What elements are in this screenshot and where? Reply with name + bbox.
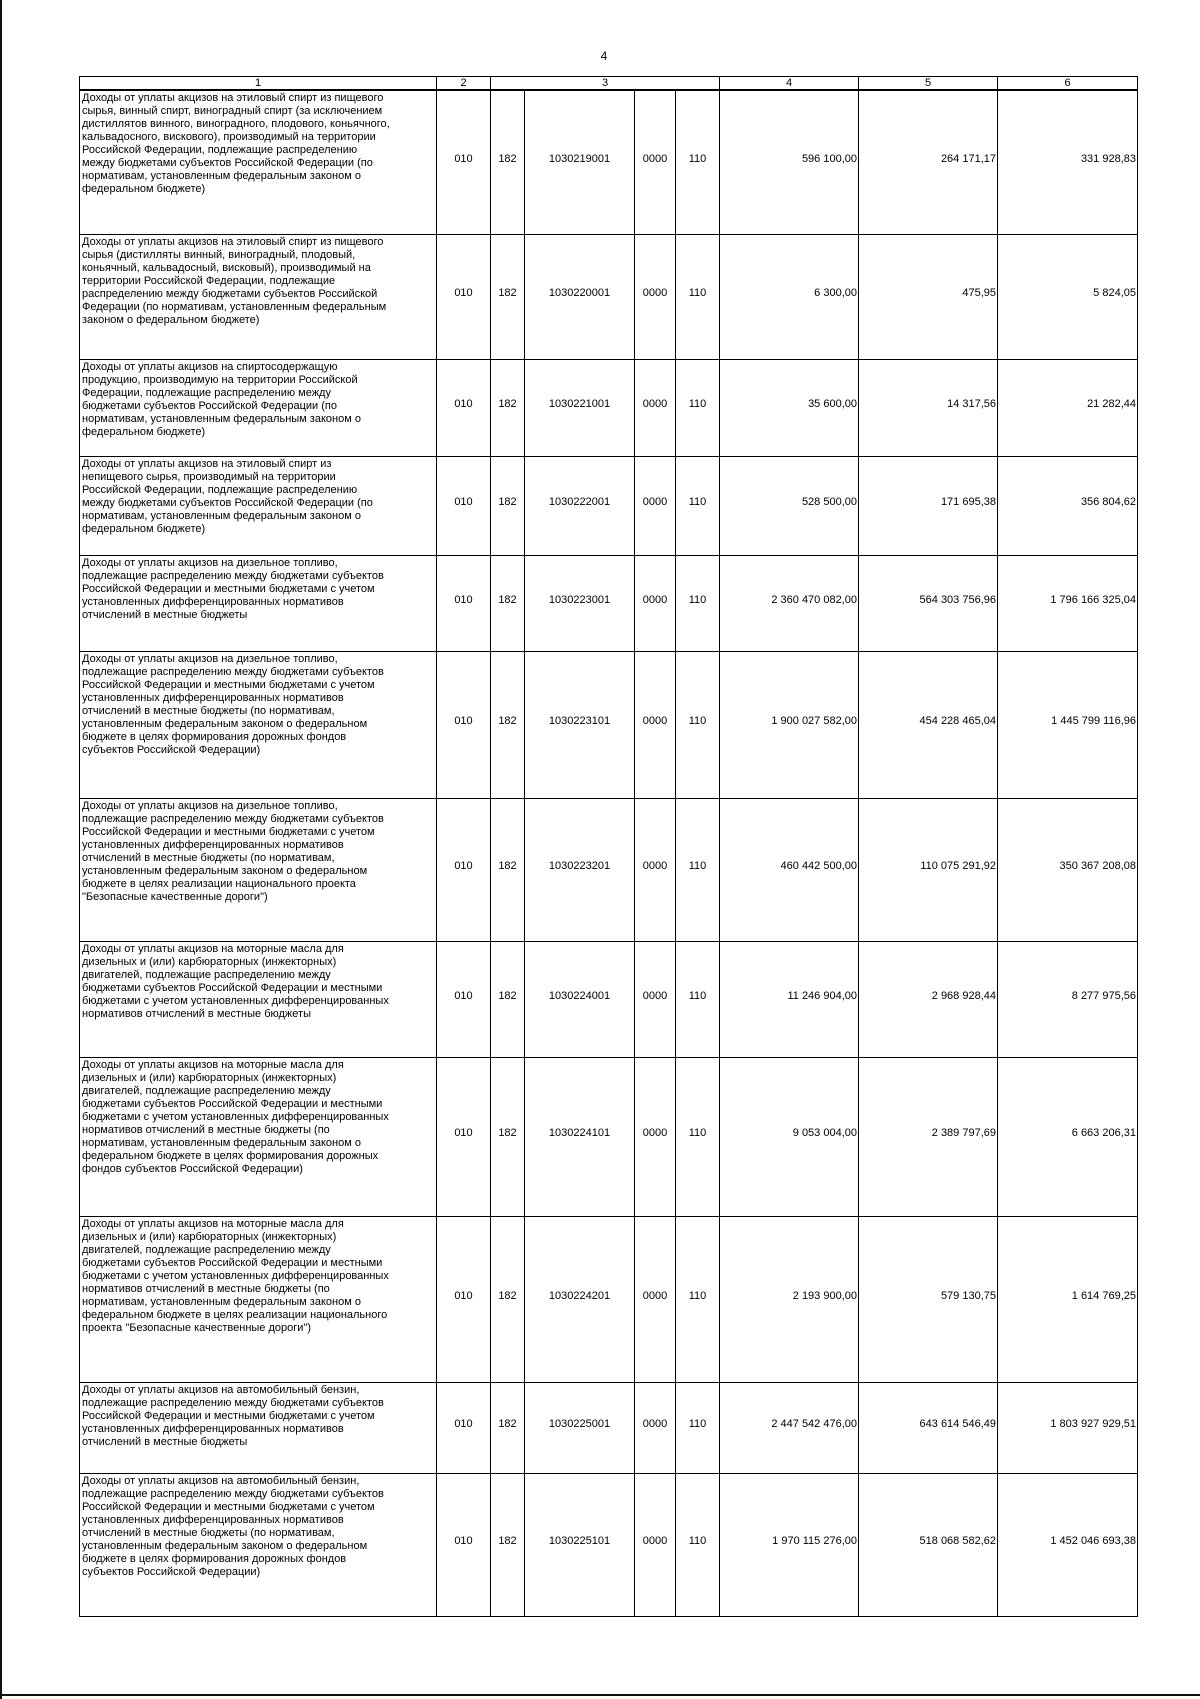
description-line: бюджете в целях формирования дорожных фондов	[82, 1552, 347, 1565]
row-code-d: 110	[676, 1057, 720, 1216]
description-line: двигателей, подлежащие распределению между	[82, 968, 331, 981]
description-line: установленных дифференцированных нормативов	[82, 1513, 344, 1526]
row-code-a: 182	[491, 90, 525, 234]
description-line: Доходы от уплаты акцизов на этиловый спирт из	[82, 457, 332, 470]
description-line: подлежащие распределению между бюджетами субъектов	[82, 1396, 384, 1409]
row-remaining-value: 356 804,62	[998, 456, 1138, 555]
row-description	[80, 651, 437, 798]
row-code-a: 182	[491, 651, 525, 798]
row-plan-value: 6 300,00	[720, 234, 859, 359]
row-code-c: 0000	[635, 798, 676, 941]
description-line: продукцию, производимую на территории Российской	[82, 373, 358, 386]
table-row	[80, 1057, 1138, 1216]
table-row	[80, 941, 1138, 1057]
row-admin-code: 010	[437, 90, 491, 234]
description-line: установленным федеральным законом о федеральном	[82, 1539, 368, 1552]
row-admin-code: 010	[437, 359, 491, 456]
row-admin-code: 010	[437, 1057, 491, 1216]
page-left-edge	[0, 0, 2, 1699]
description-line: Российской Федерации и местными бюджетами с учетом	[82, 1409, 375, 1422]
description-line: между бюджетами субъектов Российской Федерации (по	[82, 496, 373, 509]
description-line: нормативам, установленным федеральным законом о	[82, 1136, 361, 1149]
row-code-a: 182	[491, 1382, 525, 1473]
row-code-b: 1030223001	[525, 555, 635, 651]
description-line: фондов субъектов Российской Федерации)	[82, 1162, 303, 1175]
description-line: подлежащие распределению между бюджетами субъектов	[82, 665, 384, 678]
description-line: Российской Федерации и местными бюджетами с учетом	[82, 825, 375, 838]
row-executed-value: 171 695,38	[859, 456, 998, 555]
row-executed-value: 110 075 291,92	[859, 798, 998, 941]
row-plan-value: 2 193 900,00	[720, 1216, 859, 1382]
header-col-5: 5	[859, 77, 998, 91]
table-row	[80, 234, 1138, 359]
table-row	[80, 651, 1138, 798]
description-line: бюджетами субъектов Российской Федерации и местными	[82, 981, 383, 994]
row-remaining-value: 6 663 206,31	[998, 1057, 1138, 1216]
description-line: субъектов Российской Федерации)	[82, 743, 261, 756]
header-col-2: 2	[437, 77, 491, 91]
description-line: нормативов отчислений в местные бюджеты (по	[82, 1282, 330, 1295]
row-remaining-value: 350 367 208,08	[998, 798, 1138, 941]
row-code-b: 1030224001	[525, 941, 635, 1057]
page-number: 4	[600, 49, 608, 63]
description-line: отчислений в местные бюджеты (по нормативам,	[82, 704, 335, 717]
row-remaining-value: 1 452 046 693,38	[998, 1473, 1138, 1616]
row-code-c: 0000	[635, 555, 676, 651]
row-description	[80, 941, 437, 1057]
row-code-a: 182	[491, 1216, 525, 1382]
row-remaining-value: 331 928,83	[998, 90, 1138, 234]
row-code-c: 0000	[635, 1382, 676, 1473]
row-code-b: 1030220001	[525, 234, 635, 359]
table-header-row	[80, 77, 1138, 91]
row-code-d: 110	[676, 1216, 720, 1382]
row-code-d: 110	[676, 798, 720, 941]
description-line: дизельных и (или) карбюраторных (инжекторных)	[82, 1230, 337, 1243]
description-line: дистиллятов винного, виноградного, плодового, коньячного,	[82, 118, 390, 130]
row-plan-value: 460 442 500,00	[720, 798, 859, 941]
row-executed-value: 2 968 928,44	[859, 941, 998, 1057]
row-executed-value: 518 068 582,62	[859, 1473, 998, 1616]
table-row	[80, 456, 1138, 555]
row-description	[80, 555, 437, 651]
row-description	[80, 456, 437, 555]
row-admin-code: 010	[437, 941, 491, 1057]
row-executed-value: 454 228 465,04	[859, 651, 998, 798]
description-line: установленных дифференцированных нормативов	[82, 838, 344, 851]
row-admin-code: 010	[437, 456, 491, 555]
row-description	[80, 90, 437, 234]
row-code-c: 0000	[635, 1473, 676, 1616]
row-description	[80, 234, 437, 359]
table-row	[80, 1382, 1138, 1473]
description-line: установленных дифференцированных нормативов	[82, 691, 344, 704]
row-remaining-value: 1 803 927 929,51	[998, 1382, 1138, 1473]
description-line: законом о федеральном бюджете)	[82, 313, 260, 326]
description-line: дизельных и (или) карбюраторных (инжекторных)	[82, 955, 337, 968]
header-col-1: 1	[80, 77, 437, 91]
row-executed-value: 643 614 546,49	[859, 1382, 998, 1473]
description-line: Доходы от уплаты акцизов на дизельное топливо,	[82, 799, 338, 812]
row-code-d: 110	[676, 90, 720, 234]
description-line: Российской Федерации и местными бюджетами с учетом	[82, 678, 375, 691]
row-description	[80, 1057, 437, 1216]
header-col-6: 6	[998, 77, 1138, 91]
revenue-table	[79, 76, 1138, 1617]
row-plan-value: 1 900 027 582,00	[720, 651, 859, 798]
row-code-a: 182	[491, 456, 525, 555]
description-line: Доходы от уплаты акцизов на автомобильный бензин,	[82, 1474, 360, 1487]
description-line: Российской Федерации, подлежащие распределению	[82, 144, 358, 156]
description-line: проекта "Безопасные качественные дороги")	[82, 1321, 311, 1334]
description-line: бюджетами с учетом установленных дифференцированных	[82, 994, 389, 1007]
row-executed-value: 579 130,75	[859, 1216, 998, 1382]
row-plan-value: 11 246 904,00	[720, 941, 859, 1057]
description-line: федеральном бюджете в целях реализации национального	[82, 1308, 388, 1321]
description-line: Российской Федерации, подлежащие распределению	[82, 483, 358, 496]
description-line: отчислений в местные бюджеты	[82, 1435, 248, 1448]
description-line: бюджете в целях формирования дорожных фондов	[82, 730, 347, 743]
page-bottom-edge	[0, 1694, 1200, 1696]
description-line: сырья, винный спирт, виноградный спирт (за исключением	[82, 105, 383, 117]
description-line: коньячный, кальвадосный, висковый), производимый на	[82, 261, 371, 274]
row-code-a: 182	[491, 555, 525, 651]
description-line: отчислений в местные бюджеты	[82, 608, 248, 621]
row-code-b: 1030221001	[525, 359, 635, 456]
row-remaining-value: 8 277 975,56	[998, 941, 1138, 1057]
row-code-d: 110	[676, 456, 720, 555]
description-line: бюджетами субъектов Российской Федерации (по	[82, 399, 337, 412]
description-line: нормативам, установленным федеральным законом о	[82, 1295, 361, 1308]
row-admin-code: 010	[437, 1382, 491, 1473]
row-executed-value: 264 171,17	[859, 90, 998, 234]
description-line: Доходы от уплаты акцизов на моторные масла для	[82, 1058, 344, 1071]
row-code-d: 110	[676, 234, 720, 359]
row-code-b: 1030224101	[525, 1057, 635, 1216]
table-row	[80, 1216, 1138, 1382]
description-line: бюджете в целях реализации национального проекта	[82, 877, 356, 890]
description-line: бюджетами субъектов Российской Федерации и местными	[82, 1256, 383, 1269]
row-executed-value: 564 303 756,96	[859, 555, 998, 651]
row-description	[80, 1473, 437, 1616]
row-admin-code: 010	[437, 1473, 491, 1616]
row-code-c: 0000	[635, 234, 676, 359]
row-remaining-value: 1 614 769,25	[998, 1216, 1138, 1382]
row-description	[80, 359, 437, 456]
description-line: подлежащие распределению между бюджетами субъектов	[82, 812, 384, 825]
table-body	[80, 77, 1138, 1617]
table-row	[80, 798, 1138, 941]
description-line: субъектов Российской Федерации)	[82, 1565, 261, 1578]
row-executed-value: 2 389 797,69	[859, 1057, 998, 1216]
row-code-d: 110	[676, 555, 720, 651]
description-line: Доходы от уплаты акцизов на моторные масла для	[82, 1217, 344, 1230]
row-plan-value: 1 970 115 276,00	[720, 1473, 859, 1616]
row-remaining-value: 5 824,05	[998, 234, 1138, 359]
description-line: Федерации (по нормативам, установленным федеральным	[82, 300, 387, 313]
description-line: сырья (дистилляты винный, виноградный, плодовый,	[82, 248, 356, 261]
row-code-a: 182	[491, 1473, 525, 1616]
row-description	[80, 798, 437, 941]
row-code-c: 0000	[635, 1216, 676, 1382]
row-code-d: 110	[676, 1473, 720, 1616]
description-line: Доходы от уплаты акцизов на автомобильный бензин,	[82, 1383, 360, 1396]
description-line: федеральном бюджете)	[82, 183, 206, 195]
row-code-a: 182	[491, 1057, 525, 1216]
description-line: Доходы от уплаты акцизов на моторные масла для	[82, 942, 344, 955]
row-code-b: 1030222001	[525, 456, 635, 555]
row-code-d: 110	[676, 941, 720, 1057]
row-code-d: 110	[676, 1382, 720, 1473]
row-admin-code: 010	[437, 651, 491, 798]
header-col-3: 3	[491, 77, 720, 91]
header-col-4: 4	[720, 77, 859, 91]
row-code-b: 1030224201	[525, 1216, 635, 1382]
description-line: распределению между бюджетами субъектов Российской	[82, 287, 378, 300]
description-line: "Безопасные качественные дороги")	[82, 890, 268, 903]
row-code-c: 0000	[635, 90, 676, 234]
row-description	[80, 1382, 437, 1473]
description-line: Российской Федерации и местными бюджетами с учетом	[82, 582, 375, 595]
row-code-c: 0000	[635, 456, 676, 555]
description-line: бюджетами субъектов Российской Федерации и местными	[82, 1097, 383, 1110]
row-code-b: 1030219001	[525, 90, 635, 234]
description-line: установленным федеральным законом о федеральном	[82, 864, 368, 877]
row-plan-value: 2 447 542 476,00	[720, 1382, 859, 1473]
row-remaining-value: 1 796 166 325,04	[998, 555, 1138, 651]
description-line: Федерации, подлежащие распределению между	[82, 386, 331, 399]
description-line: нормативам, установленным федеральным законом о	[82, 170, 361, 182]
description-line: непищевого сырья, производимый на территории	[82, 470, 336, 483]
description-line: территории Российской Федерации, подлежащие	[82, 274, 336, 287]
description-line: Доходы от уплаты акцизов на спиртосодержащую	[82, 360, 338, 373]
description-line: бюджетами с учетом установленных дифференцированных	[82, 1269, 389, 1282]
description-line: установленным федеральным законом о федеральном	[82, 717, 368, 730]
description-line: отчислений в местные бюджеты (по нормативам,	[82, 1526, 335, 1539]
row-code-c: 0000	[635, 941, 676, 1057]
description-line: Российской Федерации и местными бюджетами с учетом	[82, 1500, 375, 1513]
row-code-c: 0000	[635, 1057, 676, 1216]
description-line: двигателей, подлежащие распределению между	[82, 1084, 331, 1097]
description-line: подлежащие распределению между бюджетами субъектов	[82, 1487, 384, 1500]
description-line: между бюджетами субъектов Российской Федерации (по	[82, 157, 373, 169]
description-line: установленных дифференцированных нормативов	[82, 595, 344, 608]
row-remaining-value: 1 445 799 116,96	[998, 651, 1138, 798]
description-line: нормативов отчислений в местные бюджеты	[82, 1007, 311, 1020]
table-row	[80, 90, 1138, 234]
row-code-a: 182	[491, 234, 525, 359]
row-admin-code: 010	[437, 234, 491, 359]
row-admin-code: 010	[437, 798, 491, 941]
row-plan-value: 2 360 470 082,00	[720, 555, 859, 651]
row-executed-value: 14 317,56	[859, 359, 998, 456]
row-plan-value: 596 100,00	[720, 90, 859, 234]
row-admin-code: 010	[437, 1216, 491, 1382]
description-line: федеральном бюджете)	[82, 522, 206, 535]
description-line: федеральном бюджете в целях формирования дорожных	[82, 1149, 379, 1162]
row-code-b: 1030223201	[525, 798, 635, 941]
description-line: дизельных и (или) карбюраторных (инжекторных)	[82, 1071, 337, 1084]
table-row	[80, 555, 1138, 651]
row-code-b: 1030225101	[525, 1473, 635, 1616]
description-line: Доходы от уплаты акцизов на дизельное топливо,	[82, 556, 338, 569]
description-line: нормативам, установленным федеральным законом о	[82, 412, 361, 425]
description-line: бюджетами с учетом установленных дифференцированных	[82, 1110, 389, 1123]
row-code-b: 1030223101	[525, 651, 635, 798]
description-line: установленных дифференцированных нормативов	[82, 1422, 344, 1435]
description-line: подлежащие распределению между бюджетами субъектов	[82, 569, 384, 582]
table-row	[80, 359, 1138, 456]
row-code-c: 0000	[635, 651, 676, 798]
row-code-d: 110	[676, 359, 720, 456]
description-line: кальвадосного, вискового), производимый на территории	[82, 131, 376, 143]
row-code-a: 182	[491, 798, 525, 941]
description-line: Доходы от уплаты акцизов на дизельное топливо,	[82, 652, 338, 665]
row-plan-value: 35 600,00	[720, 359, 859, 456]
row-plan-value: 9 053 004,00	[720, 1057, 859, 1216]
row-code-c: 0000	[635, 359, 676, 456]
row-code-a: 182	[491, 359, 525, 456]
row-plan-value: 528 500,00	[720, 456, 859, 555]
description-line: двигателей, подлежащие распределению между	[82, 1243, 331, 1256]
row-admin-code: 010	[437, 555, 491, 651]
table-row	[80, 1473, 1138, 1616]
row-executed-value: 475,95	[859, 234, 998, 359]
description-line: Доходы от уплаты акцизов на этиловый спирт из пищевого	[82, 92, 384, 104]
row-remaining-value: 21 282,44	[998, 359, 1138, 456]
description-line: федеральном бюджете)	[82, 425, 206, 438]
description-line: Доходы от уплаты акцизов на этиловый спирт из пищевого	[82, 235, 384, 248]
description-line: нормативов отчислений в местные бюджеты (по	[82, 1123, 330, 1136]
description-line: нормативам, установленным федеральным законом о	[82, 509, 361, 522]
description-line: отчислений в местные бюджеты (по нормативам,	[82, 851, 335, 864]
row-code-b: 1030225001	[525, 1382, 635, 1473]
row-description	[80, 1216, 437, 1382]
row-code-a: 182	[491, 941, 525, 1057]
row-code-d: 110	[676, 651, 720, 798]
